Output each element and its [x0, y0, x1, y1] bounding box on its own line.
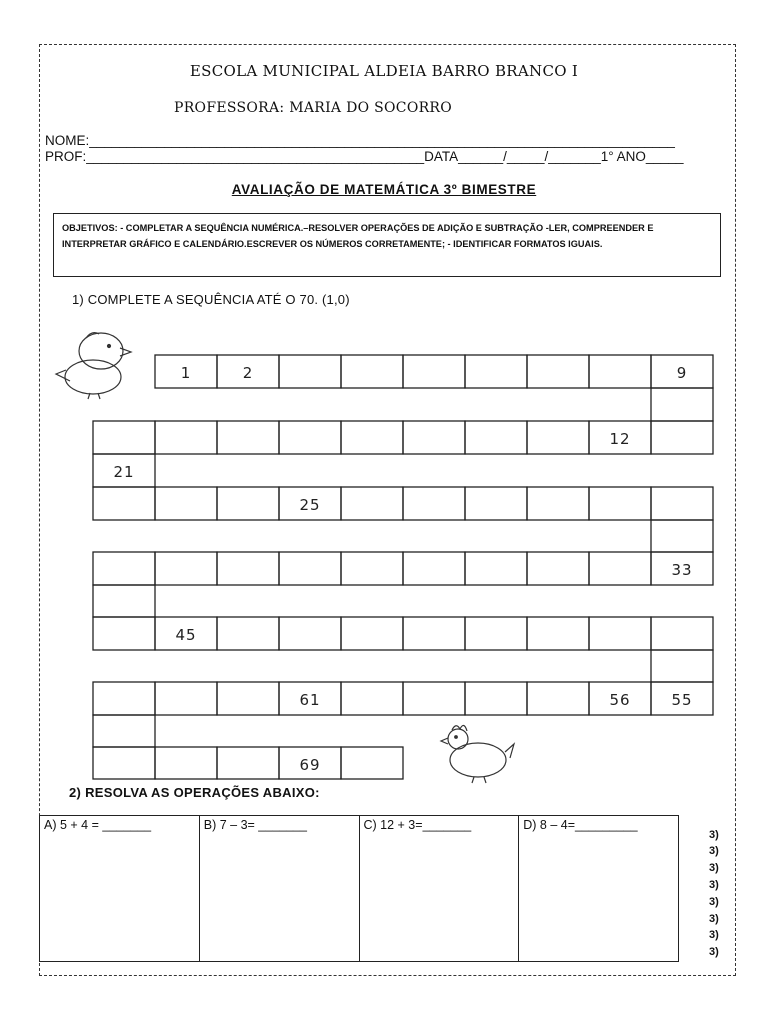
- grid-cell: [279, 355, 341, 388]
- operation-b[interactable]: [199, 816, 359, 962]
- grid-cell: [93, 715, 155, 747]
- operation-d-text: D) 8 – 4=_________: [523, 818, 638, 832]
- grid-cell: [341, 747, 403, 779]
- grid-cell: [93, 552, 155, 585]
- grid-cell: [403, 487, 465, 520]
- grid-cell: [93, 487, 155, 520]
- grid-cell: [589, 617, 651, 650]
- operation-a[interactable]: [40, 816, 200, 962]
- seq-number: 69: [299, 756, 321, 774]
- grid-cell: [217, 617, 279, 650]
- grid-cell: [279, 617, 341, 650]
- grid-cell: [651, 650, 713, 682]
- grid-cell: [465, 421, 527, 454]
- grid-cell: [589, 552, 651, 585]
- grid-cell: [527, 552, 589, 585]
- grid-cell: [93, 747, 155, 779]
- seq-number: 9: [676, 364, 688, 382]
- grid-cell: [651, 421, 713, 454]
- grid-cell: [465, 552, 527, 585]
- grid-cell: [217, 421, 279, 454]
- side-mark: 3): [709, 946, 719, 958]
- side-mark: 3): [709, 845, 719, 857]
- grid-cell: [155, 421, 217, 454]
- grid-cell: [403, 355, 465, 388]
- side-mark: 3): [709, 879, 719, 891]
- grid-cell: [527, 421, 589, 454]
- grid-cell: [93, 682, 155, 715]
- seq-number: 21: [113, 463, 135, 481]
- school-name: ESCOLA MUNICIPAL ALDEIA BARRO BRANCO I: [189, 62, 579, 80]
- seq-number: 1: [180, 364, 192, 382]
- side-mark: 3): [709, 896, 719, 908]
- prof-date-field[interactable]: PROF:_____________________________________________DATA______/_____/_______1° ANO_____: [45, 149, 684, 164]
- operation-d[interactable]: [519, 816, 679, 962]
- grid-cell: [527, 355, 589, 388]
- grid-cell: [465, 487, 527, 520]
- grid-cell: [403, 617, 465, 650]
- side-mark: 3): [709, 913, 719, 925]
- seq-number: 25: [299, 496, 321, 514]
- grid-cell: [651, 617, 713, 650]
- operation-c[interactable]: [359, 816, 519, 962]
- seq-number: 33: [671, 561, 693, 579]
- grid-cell: [465, 682, 527, 715]
- seq-number: 12: [609, 430, 631, 448]
- grid-cell: [589, 355, 651, 388]
- operation-b-text: B) 7 – 3= _______: [203, 818, 307, 832]
- name-field[interactable]: NOME:______________________________________________________________________________: [45, 133, 675, 148]
- exam-title: AVALIAÇÃO DE MATEMÁTICA 3º BIMESTRE: [231, 182, 537, 197]
- grid-cell: [279, 552, 341, 585]
- grid-cell: [465, 355, 527, 388]
- grid-cell: [341, 552, 403, 585]
- grid-cell: [155, 747, 217, 779]
- operation-a-text: A) 5 + 4 = _______: [44, 818, 152, 832]
- grid-cell: [589, 487, 651, 520]
- grid-cell: [93, 617, 155, 650]
- grid-cell: [651, 520, 713, 552]
- grid-cell: [279, 421, 341, 454]
- grid-cell: [155, 682, 217, 715]
- side-mark: 3): [709, 862, 719, 874]
- grid-cell: [341, 487, 403, 520]
- operation-c-text: C) 12 + 3=_______: [363, 818, 472, 832]
- grid-cell: [155, 552, 217, 585]
- grid-cell: [217, 487, 279, 520]
- hen-icon: [441, 725, 514, 783]
- grid-cell: [341, 617, 403, 650]
- objectives-text: OBJETIVOS: - COMPLETAR A SEQUÊNCIA NUMÉRICA.–RESOLVER OPERAÇÕES DE ADIÇÃO E SUBTRAÇÃO -LER, COMPREENDER E INTERPRETAR GRÁFICO E CALENDÁRIO.ESCREVER OS NÚMEROS CORRETAMENTE; - IDENTIFICAR FORMATOS IGUAIS.: [62, 223, 654, 249]
- chick-icon: [56, 333, 131, 399]
- grid-cell: [341, 682, 403, 715]
- grid-cell: [403, 682, 465, 715]
- grid-cell: [527, 682, 589, 715]
- grid-cell: [465, 617, 527, 650]
- grid-cell: [527, 617, 589, 650]
- teacher-name: PROFESSORA: MARIA DO SOCORRO: [174, 100, 453, 116]
- seq-number: 2: [242, 364, 254, 382]
- grid-cell: [403, 421, 465, 454]
- grid-cell: [651, 388, 713, 421]
- operations-table: [39, 815, 679, 962]
- seq-number: 55: [671, 691, 693, 709]
- question-1: 1) COMPLETE A SEQUÊNCIA ATÉ O 70. (1,0): [72, 292, 350, 307]
- grid-cell: [403, 552, 465, 585]
- side-mark: 3): [709, 829, 719, 841]
- grid-cell: [341, 355, 403, 388]
- grid-cell: [217, 552, 279, 585]
- grid-cell: [93, 585, 155, 617]
- seq-number: 56: [609, 691, 631, 709]
- seq-number: 45: [175, 626, 197, 644]
- grid-cell: [217, 682, 279, 715]
- grid-cell: [155, 487, 217, 520]
- seq-number: 61: [299, 691, 321, 709]
- grid-cell: [341, 421, 403, 454]
- grid-cell: [527, 487, 589, 520]
- grid-cell: [651, 487, 713, 520]
- question-2: 2) RESOLVA AS OPERAÇÕES ABAIXO:: [69, 785, 320, 800]
- grid-cell: [93, 421, 155, 454]
- side-mark: 3): [709, 929, 719, 941]
- grid-cell: [217, 747, 279, 779]
